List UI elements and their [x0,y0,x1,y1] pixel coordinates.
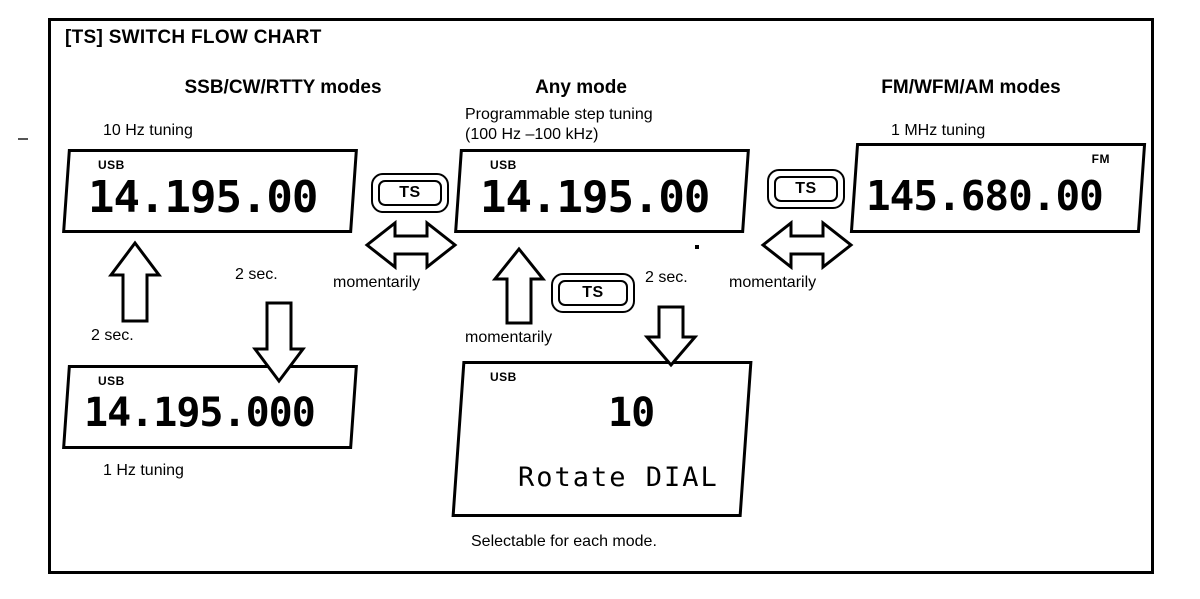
label-center-down-duration: 2 sec. [645,269,688,286]
lcd-left-bottom-mode: USB [98,374,125,388]
arrow-left-down [251,299,307,385]
note-left-bottom: 1 Hz tuning [103,462,184,479]
lcd-right-top-mode: FM [1091,152,1110,166]
scan-artifact-dot [695,245,699,249]
diagram-frame [48,18,1154,574]
note-left-top: 10 Hz tuning [103,122,193,139]
label-left-down-duration: 2 sec. [235,266,278,283]
lcd-center-top [454,149,750,233]
ts-key-right[interactable] [767,169,845,209]
label-center-to-right: momentarily [729,274,817,291]
lcd-left-bottom-frequency: 14.195.000 [84,390,315,436]
arrow-left-up [107,239,163,325]
arrow-center-down [643,303,699,369]
column-heading-left: SSB/CW/RTTY modes [184,77,382,98]
label-left-to-center: momentarily [333,274,421,291]
label-left-up-duration: 2 sec. [91,327,134,344]
column-heading-center: Any mode [535,77,627,98]
lcd-center-bottom-mode: USB [490,370,517,384]
label-center-up: momentarily [465,329,553,346]
note-center-bottom: Selectable for each mode. [471,533,657,550]
lcd-right-top [850,143,1146,233]
center-subtitle-line1: Programmable step tuning [465,106,653,123]
lcd-right-top-frequency: 145.680.00 [866,172,1103,220]
arrow-center-to-right [759,219,855,271]
page-title: [TS] SWITCH FLOW CHART [65,27,322,48]
lcd-center-bottom-hint: Rotate DIAL [518,462,719,493]
ts-key-right-label: TS [774,176,838,202]
lcd-left-top [62,149,358,233]
arrow-center-up [491,245,547,327]
column-heading-right: FM/WFM/AM modes [881,77,1061,98]
page-crop-tick [18,138,28,140]
ts-key-left[interactable] [371,173,449,213]
lcd-center-bottom-value: 10 [608,390,655,436]
lcd-center-bottom [452,361,753,517]
lcd-center-top-frequency: 14.195.00 [480,172,710,223]
lcd-left-top-frequency: 14.195.00 [88,172,318,223]
note-right-top: 1 MHz tuning [891,122,986,139]
center-subtitle-line2: (100 Hz –100 kHz) [465,126,599,143]
lcd-center-top-mode: USB [490,158,517,172]
lcd-left-top-mode: USB [98,158,125,172]
ts-key-left-label: TS [378,180,442,206]
lcd-left-bottom [62,365,358,449]
ts-key-center-label: TS [558,280,628,306]
ts-key-center[interactable] [551,273,635,313]
arrow-left-to-center [363,219,459,271]
